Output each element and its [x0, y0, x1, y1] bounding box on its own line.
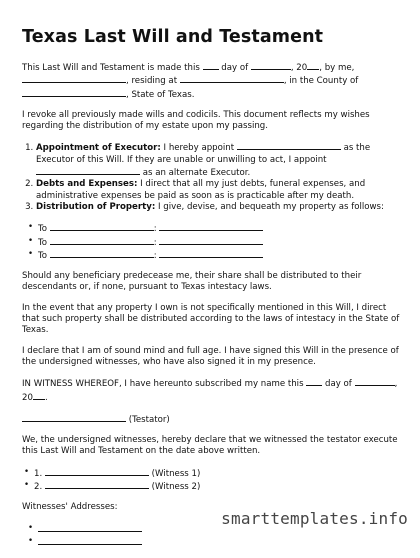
executor-text: as the Executor of this Will. If they are unable or unwilling to act, I appoint [36, 143, 371, 165]
witness-signature-list [22, 467, 402, 494]
intro-text: This Last Will and Testament is made this [22, 63, 200, 73]
testator-signature-line [22, 413, 402, 426]
beneficiary-blank[interactable] [50, 222, 154, 231]
predecease-paragraph: Should any beneficiary predecease me, their share shall be distributed to their descendants or, if none, pursuant to Texas intestacy laws. [22, 271, 362, 293]
distribution-label: Distribution of Property: [36, 201, 156, 212]
witness-label: (Witness 2) [151, 482, 201, 493]
intro-text: , State of Texas. [126, 89, 195, 100]
testator-signature-blank[interactable] [22, 413, 126, 422]
residue-paragraph: In the event that any property I own is not specifically mentioned in this Will, I direct that such property shall be distributed according to the laws of intestacy in the State of Texas. [22, 302, 400, 336]
declaration-paragraph: I declare that I am of sound mind and full age. I have signed this Will in the presence of the undersigned witnesses, who have also signed it in my presence. [22, 345, 399, 367]
day-blank[interactable] [203, 61, 219, 70]
document-title: Texas Last Will and Testament [22, 27, 324, 47]
residence-blank[interactable] [180, 74, 284, 83]
witness-signature-item: • 2. (Witness 2) [34, 480, 402, 493]
document-page [22, 26, 402, 558]
month-blank[interactable] [251, 61, 291, 70]
witness-declaration-paragraph: We, the undersigned witnesses, hereby declare that we witnessed the testator execute this Last Will and Testament on the date above written. [22, 435, 398, 457]
revocation-paragraph: I revoke all previously made wills and codicils. This document reflects my wishes regarding the distribution of my estate upon my passing. [22, 109, 370, 132]
distribution-provision [36, 202, 402, 213]
bequest-item: • To : [38, 249, 402, 262]
bequest-list [22, 222, 402, 262]
address-item [38, 536, 402, 549]
witness-label: (Witness 1) [151, 468, 201, 479]
year-blank[interactable] [33, 391, 45, 400]
addresses-label: Witnesses' Addresses: [22, 502, 118, 513]
property-blank[interactable] [159, 249, 263, 258]
executor-provision [36, 141, 402, 179]
intro-text: , residing at [126, 76, 178, 87]
witness-signature-blank[interactable] [45, 467, 149, 476]
intro-paragraph [22, 61, 402, 101]
watermark-footer: smarttemplates.info [221, 509, 408, 528]
witness-signature-blank[interactable] [45, 480, 149, 489]
witness-signature-item: • 1. (Witness 1) [34, 467, 402, 480]
witness-whereof-paragraph: IN WITNESS WHEREOF, I have hereunto subscribed my name this day of , 20 . [22, 379, 398, 403]
intro-text: , by me, [319, 63, 355, 73]
debts-provision [36, 179, 402, 202]
property-blank[interactable] [159, 222, 263, 231]
executor-text: I hereby appoint [163, 143, 235, 154]
intro-text: , in the County of [283, 76, 359, 87]
will-provisions [22, 141, 402, 213]
beneficiary-blank[interactable] [50, 249, 154, 258]
executor-blank[interactable] [237, 141, 341, 150]
month-blank[interactable] [355, 377, 395, 386]
distribution-text: I give, devise, and bequeath my property as follows: [158, 201, 384, 212]
intro-text: , 20 [290, 63, 308, 73]
bequest-item: • To : [38, 222, 402, 235]
day-blank[interactable] [306, 377, 322, 386]
alternate-executor-blank[interactable] [36, 166, 140, 175]
bequest-item: • To : [38, 236, 402, 249]
intro-text: day of [221, 63, 249, 73]
beneficiary-blank[interactable] [50, 236, 154, 245]
property-blank[interactable] [159, 236, 263, 245]
county-blank[interactable] [22, 88, 126, 97]
address-blank[interactable] [38, 523, 142, 532]
executor-label: Appointment of Executor: [36, 143, 161, 154]
executor-text: as an alternate Executor. [142, 168, 251, 179]
testator-label: (Testator) [128, 414, 170, 425]
testator-name-blank[interactable] [22, 74, 126, 83]
debts-text: I direct that all my just debts, funeral expenses, and administrative expenses be paid as soon as is practicable after my death. [36, 179, 366, 201]
year-blank[interactable] [307, 61, 319, 70]
debts-label: Debts and Expenses: [36, 179, 138, 190]
